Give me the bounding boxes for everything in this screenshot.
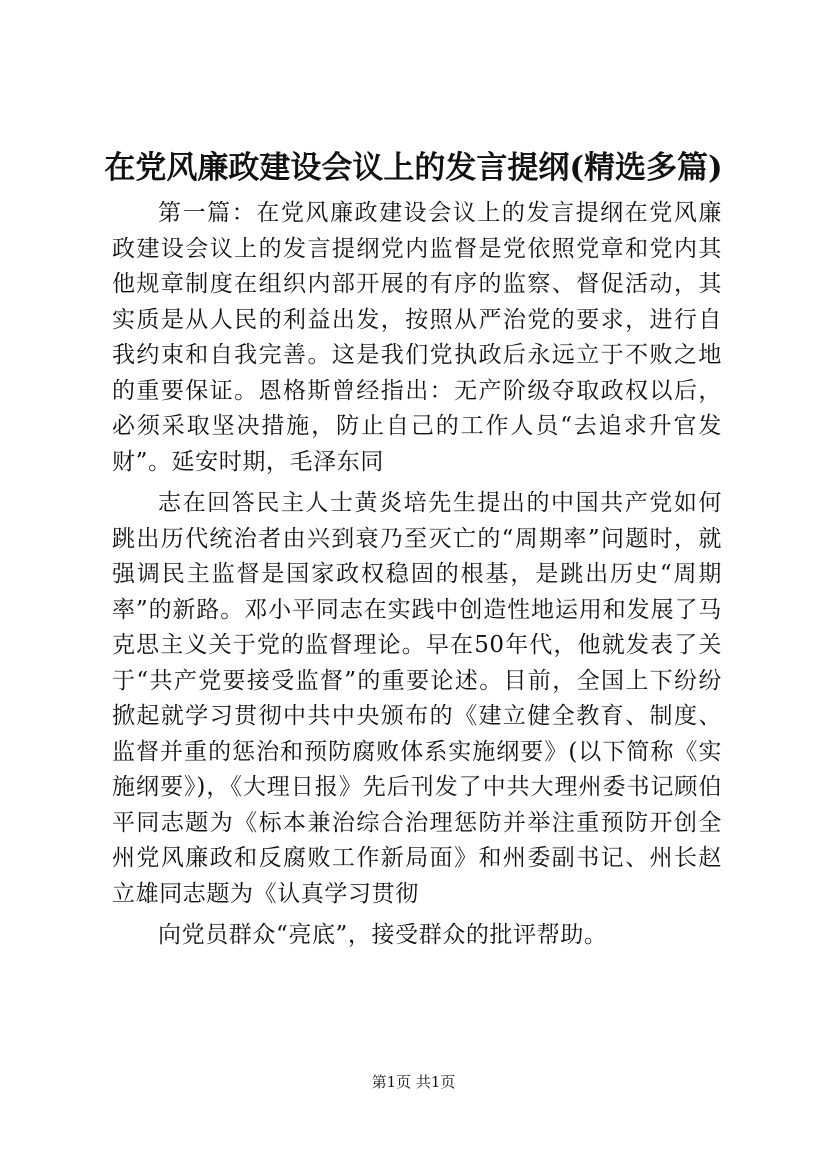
paragraph-3: 向党员群众“亮底”，接受群众的批评帮助。 — [158, 922, 608, 948]
document-title: 在党风廉政建设会议上的发言提纲(精选多篇) — [104, 150, 723, 186]
document-body — [112, 196, 722, 954]
paragraph-1: 第一篇：在党风廉政建设会议上的发言提纲在党风廉政建设会议上的发言提纲党内监督是党依照党章和党内其他规章制度在组织内部开展的有序的监察、督促活动，其实质是从人民的利益出发，按照从严治党的要求，进行自我约束和自我完善。这是我们党执政后永远立于不败之地的重要保证。恩格斯曾经指出：无产阶级夺取政权以后，必须采取坚决措施，防止自己的工作人员“去追求升官发财”。延安时期，毛泽东同 — [112, 200, 722, 475]
page-number-footer: 第1页 共1页 — [371, 1073, 456, 1091]
paragraph-2: 志在回答民主人士黄炎培先生提出的中国共产党如何跳出历代统治者由兴到衰乃至灭亡的“周期率”问题时，就强调民主监督是国家政权稳固的根基，是跳出历史“周期率”的新路。邓小平同志在实践中创造性地运用和发展了马克思主义关于党的监督理论。早在50年代，他就发表了关于“共产党要接受监督”的重要论述。目前，全国上下纷纷掀起就学习贯彻中共中央颁布的《建立健全教育、制度、监督并重的惩治和预防腐败体系实施纲要》(以下简称《实施纲要》)，《大理日报》先后刊发了中共大理州委书记顾伯平同志题为《标本兼治综合治理惩防并举注重预防开创全州党风廉政和反腐败工作新局面》和州委副书记、州长赵立雄同志题为《认真学习贯彻 — [112, 490, 722, 907]
